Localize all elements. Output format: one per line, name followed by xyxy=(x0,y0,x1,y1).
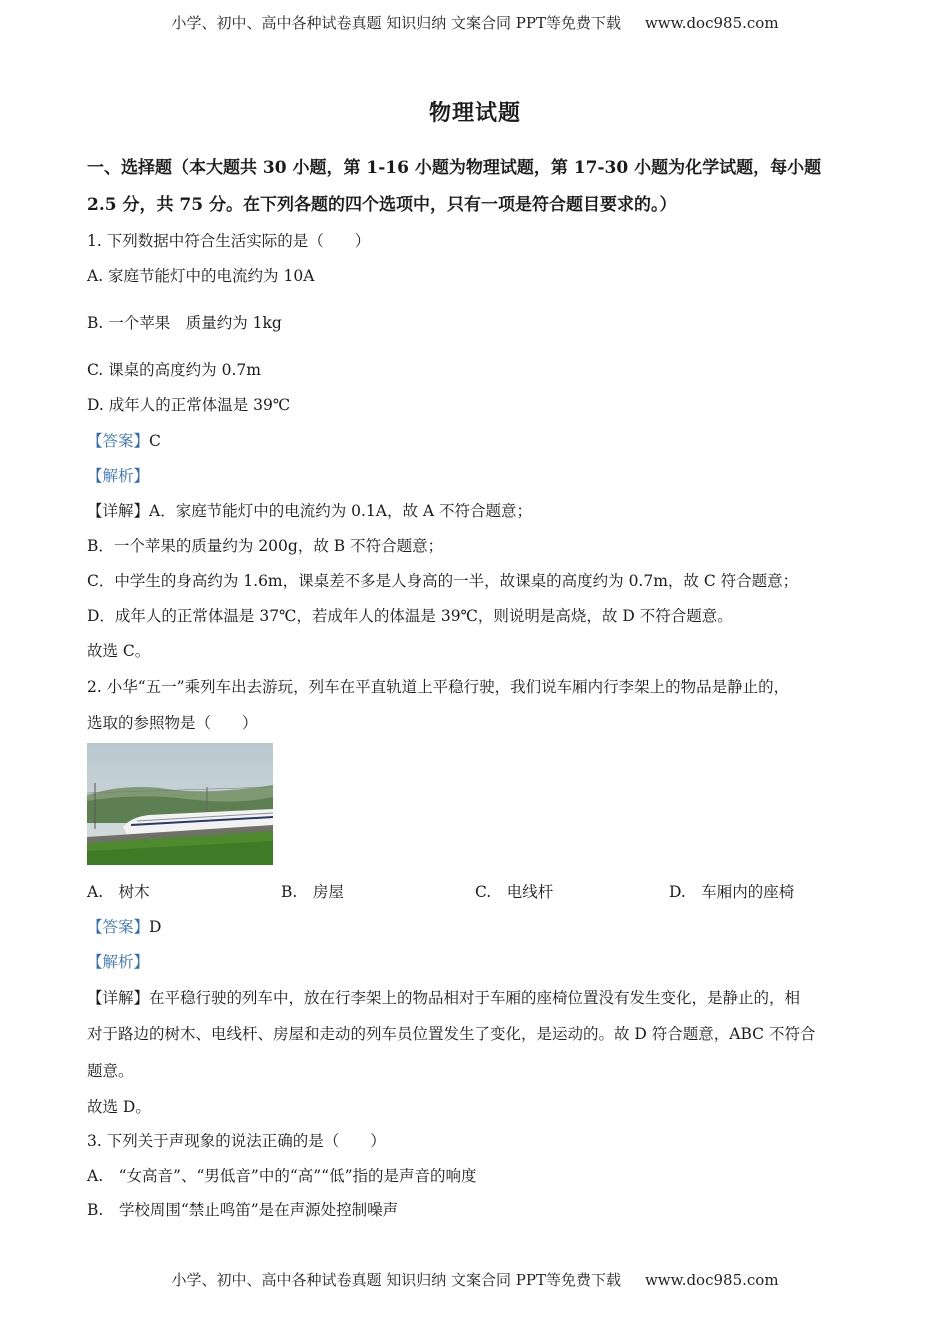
detail-tag: 【详解】 xyxy=(87,502,150,520)
detail-text: 在平稳行驶的列车中，放在行李架上的物品相对于车厢的座椅位置没有发生变化，是静止的，相 xyxy=(149,989,801,1007)
q1-option-d: D. 成年人的正常体温是 39℃ xyxy=(87,396,291,414)
section-heading-line2: 2.5 分，共 75 分。在下列各题的四个选项中，只有一项是符合题目要求的。） xyxy=(87,195,677,215)
q2-answer xyxy=(87,915,161,937)
q2-option-d: D. 车厢内的座椅 xyxy=(669,883,795,901)
q2-stem-line2: 选取的参照物是（ ） xyxy=(87,714,258,732)
page-footer xyxy=(0,1269,950,1290)
q1-option-a: A. 家庭节能灯中的电流约为 10A xyxy=(87,267,315,285)
header-text: 小学、初中、高中各种试卷真题 知识归纳 文案合同 PPT等免费下载 xyxy=(171,14,621,32)
q3-option-a: A. “女高音”、“男低音”中的“高”“低”指的是声音的响度 xyxy=(87,1167,477,1185)
detail-tag: 【详解】 xyxy=(87,989,150,1007)
q2-option-a: A. 树木 xyxy=(87,883,150,901)
q1-option-c: C. 课桌的高度约为 0.7m xyxy=(87,361,261,379)
q3-option-b: B. 学校周围“禁止鸣笛”是在声源处控制噪声 xyxy=(87,1201,399,1219)
q2-detail-line2: 对于路边的树木、电线杆、房屋和走动的列车员位置发生了变化，是运动的。故 D 符合题意，ABC 不符合 xyxy=(87,1025,816,1043)
section-heading-line1: 一、选择题（本大题共 30 小题，第 1-16 小题为物理试题，第 17-30 小题为化学试题，每小题 xyxy=(87,158,822,178)
q1-detail-a xyxy=(87,499,532,521)
header-site[interactable]: www.doc985.com xyxy=(644,14,779,32)
q2-conclusion: 故选 D。 xyxy=(87,1098,151,1116)
q1-conclusion: 故选 C。 xyxy=(87,642,151,660)
q2-stem-line1: 2. 小华“五一”乘列车出去游玩，列车在平直轨道上平稳行驶，我们说车厢内行李架上的物品是静止的， xyxy=(87,678,790,696)
q2-option-b: B. 房屋 xyxy=(281,883,344,901)
answer-value: D xyxy=(149,918,162,936)
page-header xyxy=(0,12,950,33)
q1-detail-c: C．中学生的身高约为 1.6m，课桌差不多是人身高的一半，故课桌的高度约为 0.7m，故 C 符合题意； xyxy=(87,572,799,590)
q2-analysis-tag: 【解析】 xyxy=(87,953,150,971)
q1-detail-b: B．一个苹果的质量约为 200g，故 B 不符合题意； xyxy=(87,537,444,555)
q1-option-b: B. 一个苹果 质量约为 1kg xyxy=(87,314,282,332)
footer-site[interactable]: www.doc985.com xyxy=(644,1271,779,1289)
q1-analysis-tag: 【解析】 xyxy=(87,467,150,485)
q1-stem: 1. 下列数据中符合生活实际的是（ ） xyxy=(87,232,371,250)
answer-tag: 【答案】 xyxy=(87,432,150,450)
q1-detail-d: D．成年人的正常体温是 37℃，若成年人的体温是 39℃，则说明是高烧，故 D 不符合题意。 xyxy=(87,607,733,625)
detail-text: A．家庭节能灯中的电流约为 0.1A，故 A 不符合题意； xyxy=(149,502,533,520)
q2-detail-line3: 题意。 xyxy=(87,1062,134,1080)
q2-detail-line1 xyxy=(87,986,800,1008)
answer-tag: 【答案】 xyxy=(87,918,150,936)
q2-option-c: C. 电线杆 xyxy=(475,883,554,901)
answer-value: C xyxy=(149,432,161,450)
q3-stem: 3. 下列关于声现象的说法正确的是（ ） xyxy=(87,1132,386,1150)
q1-answer xyxy=(87,429,161,451)
train-photo xyxy=(87,743,273,865)
footer-text: 小学、初中、高中各种试卷真题 知识归纳 文案合同 PPT等免费下载 xyxy=(171,1271,621,1289)
page-title: 物理试题 xyxy=(428,100,521,126)
